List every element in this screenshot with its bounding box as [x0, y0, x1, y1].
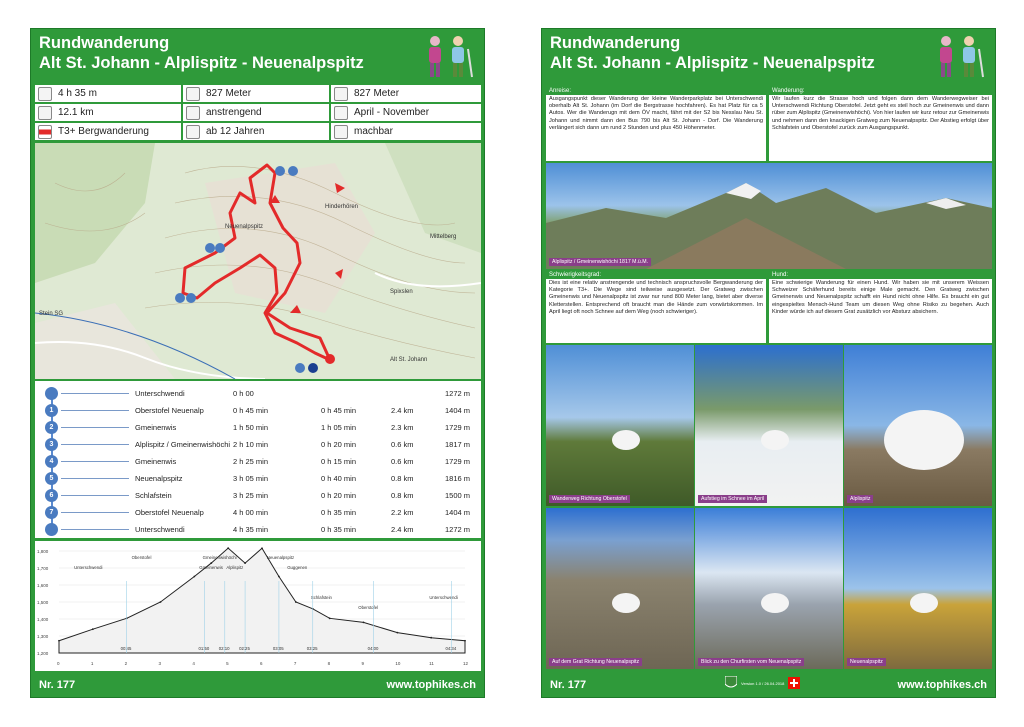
profile-annotation: Oberstofel	[358, 605, 379, 610]
dog-icon	[844, 345, 992, 506]
waypoint-name: Oberstofel Neuenalp	[135, 508, 204, 517]
waypoint-alt: 1729 m	[445, 457, 471, 466]
fact-value: anstrengend	[206, 107, 262, 118]
waypoint-dist: 2.2 km	[391, 508, 414, 517]
effort-icon	[186, 106, 200, 120]
fact-value: 827 Meter	[206, 88, 252, 99]
trail-photo	[695, 345, 843, 506]
profile-annotation: Guggenen	[287, 565, 308, 570]
x-tick-label: 2	[124, 661, 128, 666]
waypoint-alt: 1272 m	[445, 389, 471, 398]
waypoint-leg: 1 h 05 min	[321, 423, 357, 432]
dog-icon	[695, 345, 843, 506]
time-label: 03:05	[272, 646, 284, 651]
descent-icon	[334, 87, 348, 101]
waypoint-marker: 2	[45, 421, 58, 434]
elevation-area	[59, 548, 465, 653]
waypoint-dist: 0.6 km	[391, 457, 414, 466]
fact-difficulty-flag	[35, 123, 181, 140]
photo-caption: Alplispitz	[847, 495, 873, 503]
hund-text: Eine schwierige Wanderung für einen Hund. Wir haben sie mit unserem Weissen Schweizer Schäferhund bereits einige Male gemacht. Den Gratweg zwischen Gmeinenwis und Neuenalpspitz schafft ein Hund nicht ohne Hilfe. Es braucht ein gut eingespieltes Mensch-Hund Team um diesen Weg ohne Risiko zu begehen. Auch Kinder würde ich auf diesem Grat zusätzlich vor Absturz absichern.	[772, 280, 989, 315]
table-row	[35, 385, 481, 402]
waypoint-time: 0 h 00	[233, 389, 254, 398]
elevation-point	[227, 547, 229, 549]
sheet-number: Nr. 177	[550, 679, 587, 691]
y-tick-label: 1,700	[37, 566, 49, 571]
profile-annotation: Unterschwendi	[429, 595, 458, 600]
profile-annotation: Unterschwendi	[74, 565, 103, 570]
page-title	[550, 33, 875, 73]
map-label: Spixslen	[390, 289, 413, 295]
map-label: Stein SG	[39, 311, 64, 317]
waypoint-dist: 0.8 km	[391, 474, 414, 483]
photo-caption: Auf dem Grat Richtung Neuenalpspitz	[549, 658, 642, 666]
map-label: Hinderhören	[325, 204, 359, 210]
waypoint-marker: 3	[45, 438, 58, 451]
ascent-icon	[186, 87, 200, 101]
time-label: 03:25	[306, 646, 318, 651]
canton-coat-of-arms-icon	[725, 676, 737, 690]
time-label: 00:45	[120, 646, 132, 651]
waypoint-name: Alplispitz / Gmeinenwishöchi	[135, 440, 231, 449]
fact-effort	[183, 104, 329, 121]
y-tick-label: 1,600	[37, 583, 49, 588]
waypoint-alt: 1404 m	[445, 508, 471, 517]
x-tick-label: 3	[158, 661, 162, 666]
route-map	[35, 143, 481, 379]
time-label: 02:10	[218, 646, 230, 651]
elevation-profile	[35, 541, 481, 671]
waypoint-alt: 1272 m	[445, 525, 471, 534]
wanderung-box	[769, 87, 992, 161]
left-page	[30, 28, 485, 698]
waypoint-leg: 0 h 35 min	[321, 508, 357, 517]
map-graphic	[35, 143, 481, 379]
waypoint-alt: 1404 m	[445, 406, 471, 415]
table-row	[35, 453, 481, 470]
x-tick-label: 12	[463, 661, 469, 666]
waypoint-time: 3 h 05 min	[233, 474, 269, 483]
waypoint-alt: 1500 m	[445, 491, 471, 500]
fact-calendar	[331, 104, 481, 121]
waypoint-name: Neuenalpspitz	[135, 474, 183, 483]
row-leader	[61, 410, 129, 411]
row-leader	[61, 529, 129, 530]
waypoint-alt: 1817 m	[445, 440, 471, 449]
schwierigkeit-heading: Schwierigkeitsgrad:	[546, 271, 766, 279]
x-tick-label: 7	[293, 661, 297, 666]
hikers-icon	[420, 33, 478, 79]
calendar-icon	[334, 106, 348, 120]
title-line-2: Alt St. Johann - Alplispitz - Neuenalpspitz	[550, 54, 875, 72]
wanderung-text: Wir laufen kurz die Strasse hoch und folgen dann dem Wanderwegweiser bei Unterschwendi Richtung Oberstofel. Jetzt geht es steil hoch zur Gmeinenwis und dann rüber zum Alplispitz (Gmeinenwishöchi). Von hier laufen wir kurz retour zur Gmeinenwis und nehmen dann den knackigen Gratweg zum Neuenalpspitz. Der Abstieg erfolgt über Schlafstein und Oberstofel zurück zum Ausgangspunkt.	[772, 96, 989, 131]
row-leader	[61, 478, 129, 479]
fact-value: April - November	[354, 107, 430, 118]
elevation-chart	[35, 541, 481, 671]
schwierigkeit-text: Dies ist eine relativ anstrengende und technisch anspruchsvolle Bergwanderung der Kategorie T3+. Die Wege sind teilweise ausgesetzt. Der Gratweg zwischen Gmeinenwis und Neuenalpspitz ist zwar nur rund 800 Meter lang, bietet aber diverse Kletterstellen. Entsprechend oft braucht man die Hände zum vorwärtskommen. Im April liegt oft noch Schnee auf dem Weg (noch schwieriger).	[549, 280, 763, 315]
waypoint-name: Unterschwendi	[135, 389, 185, 398]
trail-photo	[546, 345, 694, 506]
table-row	[35, 504, 481, 521]
map-label: Neuenalpspitz	[225, 224, 264, 230]
profile-annotation: Alplispitz	[226, 565, 244, 570]
row-leader	[61, 444, 129, 445]
waypoint-time: 0 h 45 min	[233, 406, 269, 415]
row-leader	[61, 495, 129, 496]
dog-icon	[334, 125, 348, 139]
page-title	[39, 33, 364, 73]
profile-annotation: Neuenalpspitz	[266, 555, 295, 560]
dog-icon	[546, 345, 694, 506]
right-page	[541, 28, 996, 698]
photo-caption: Aufstieg im Schnee im April	[698, 495, 767, 503]
waypoint-name: Unterschwendi	[135, 525, 185, 534]
trail-photo	[844, 508, 992, 669]
dog-icon	[546, 508, 694, 669]
waypoint-dist: 2.3 km	[391, 423, 414, 432]
elevation-point	[430, 637, 432, 639]
photo-caption: Neuenalpspitz	[847, 658, 886, 666]
title-line-1: Rundwanderung	[550, 34, 681, 52]
row-leader	[61, 427, 129, 428]
x-tick-label: 10	[395, 661, 401, 666]
elevation-point	[464, 640, 466, 642]
row-leader	[61, 512, 129, 513]
elevation-point	[244, 562, 246, 564]
waypoint-leg: 0 h 35 min	[321, 525, 357, 534]
y-tick-label: 1,500	[37, 600, 49, 605]
profile-annotation: Oberstofel	[131, 555, 152, 560]
table-row	[35, 436, 481, 453]
y-tick-label: 1,300	[37, 634, 49, 639]
waypoint-alt: 1729 m	[445, 423, 471, 432]
footer	[31, 673, 484, 697]
x-tick-label: 9	[361, 661, 365, 666]
child-icon	[186, 125, 200, 139]
distance-icon	[38, 106, 52, 120]
x-tick-label: 0	[57, 661, 60, 666]
fact-value: 4 h 35 m	[58, 88, 97, 99]
x-tick-label: 1	[90, 661, 94, 666]
dog-icon	[695, 508, 843, 669]
map-label: Alt St. Johann	[390, 357, 428, 363]
elevation-point	[261, 547, 263, 549]
time-label: 01:50	[198, 646, 210, 651]
swiss-flag-icon	[788, 677, 800, 689]
hikers-icon	[931, 33, 989, 79]
table-row	[35, 487, 481, 504]
waypoint-marker	[45, 523, 58, 536]
time-label: 02:25	[239, 646, 250, 651]
fact-ascent	[183, 85, 329, 102]
waypoint-name: Gmeinenwis	[135, 457, 177, 466]
fact-dog	[331, 123, 481, 140]
fact-child	[183, 123, 329, 140]
waypoint-leg: 0 h 20 min	[321, 440, 357, 449]
table-row	[35, 419, 481, 436]
waypoint-time: 4 h 35 min	[233, 525, 269, 534]
fact-value: 12.1 km	[58, 107, 94, 118]
fact-value: machbar	[354, 126, 393, 137]
profile-annotation: Schlafstein	[310, 595, 332, 600]
fact-descent	[331, 85, 481, 102]
x-tick-label: 8	[327, 661, 331, 666]
anreise-heading: Anreise:	[546, 87, 766, 95]
table-row	[35, 470, 481, 487]
waypoint-marker	[45, 387, 58, 400]
y-tick-label: 1,200	[37, 651, 49, 656]
elevation-point	[295, 601, 297, 603]
profile-annotation: Gmeinenwis	[199, 565, 223, 570]
waypoint-name: Gmeinenwis	[135, 423, 177, 432]
photo-caption: Alplispitz / Gmeinenwishöchi 1817 M.ü.M.	[549, 258, 651, 266]
x-tick-label: 5	[226, 661, 229, 666]
waypoint-leg: 0 h 20 min	[321, 491, 357, 500]
anreise-box	[546, 87, 766, 161]
trail-photo	[844, 345, 992, 506]
anreise-text: Ausgangspunkt dieser Wanderung der kleine Wanderparkplatz bei Unterschwendi oberhalb Alt St. Johann (im Dorf die Bergstrasse hochfahren). Es hat Platz für ca 5 Autos. Wer die Wanderugn mit dem ÖV macht, fährt mit der S2 bis Nesslau Neu St. Johann und nimmt dann den Bus 790 bis Alt St. Johann - Dorf. Die Wanderung verlängert sich dann um rund 2 Stunden und plus 450 Höhenmeter.	[549, 96, 763, 131]
elevation-point	[329, 617, 331, 619]
elevation-point	[278, 576, 280, 578]
waypoint-marker: 1	[45, 404, 58, 417]
waypoint-time: 4 h 00 min	[233, 508, 269, 517]
wanderung-heading: Wanderung:	[769, 87, 992, 95]
row-leader	[61, 461, 129, 462]
waypoint-dist: 0.8 km	[391, 491, 414, 500]
website-link[interactable]: www.tophikes.ch	[897, 679, 987, 691]
fact-value: ab 12 Jahren	[206, 126, 265, 137]
elevation-point	[92, 628, 94, 630]
waypoint-name: Oberstofel Neuenalp	[135, 406, 204, 415]
hund-box	[769, 271, 992, 343]
elevation-point	[396, 632, 398, 634]
elevation-point	[58, 640, 60, 642]
x-tick-label: 11	[429, 661, 434, 666]
version-text: Version 1.0 / 26.04.2018	[741, 680, 785, 686]
elevation-point	[363, 622, 365, 624]
map-label: Mittelberg	[430, 234, 457, 240]
waypoint-alt: 1816 m	[445, 474, 471, 483]
waypoint-marker: 5	[45, 472, 58, 485]
clock-icon	[38, 87, 52, 101]
waypoint-dist: 0.6 km	[391, 440, 414, 449]
y-tick-label: 1,800	[37, 549, 49, 554]
photo-caption: Blick zu den Churfirsten vom Neuenalpspitz	[698, 658, 804, 666]
time-label: 04:34	[445, 646, 457, 651]
row-leader	[61, 393, 129, 394]
elevation-point	[210, 562, 212, 564]
waypoint-time: 2 h 10 min	[233, 440, 269, 449]
schwierigkeit-box	[546, 271, 766, 343]
profile-annotation: Gmeinenwishöchi	[202, 555, 237, 560]
fact-value: T3+ Bergwanderung	[58, 126, 149, 137]
waypoint-time: 1 h 50 min	[233, 423, 269, 432]
waypoint-leg: 0 h 40 min	[321, 474, 357, 483]
waypoint-leg: 0 h 15 min	[321, 457, 357, 466]
fact-value: 827 Meter	[354, 88, 400, 99]
waypoint-time: 2 h 25 min	[233, 457, 269, 466]
waypoint-name: Schlafstein	[135, 491, 172, 500]
time-label: 04:00	[367, 646, 379, 651]
waypoint-dist: 2.4 km	[391, 525, 414, 534]
elevation-point	[160, 601, 162, 603]
fact-distance	[35, 104, 181, 121]
x-tick-label: 6	[260, 661, 263, 666]
footer-center	[725, 676, 800, 690]
panorama-photo	[546, 163, 992, 269]
waypoint-time: 3 h 25 min	[233, 491, 269, 500]
fact-clock	[35, 85, 181, 102]
elevation-point	[193, 576, 195, 578]
sheet-number: Nr. 177	[39, 679, 76, 691]
waypoint-leg: 0 h 45 min	[321, 406, 357, 415]
trail-photo	[695, 508, 843, 669]
waypoint-marker: 6	[45, 489, 58, 502]
table-row	[35, 402, 481, 419]
photo-caption: Wanderweg Richtung Oberstofel	[549, 495, 630, 503]
waypoint-marker: 4	[45, 455, 58, 468]
waypoint-table	[35, 381, 481, 538]
waypoint-marker: 7	[45, 506, 58, 519]
table-row	[35, 521, 481, 538]
y-tick-label: 1,400	[37, 617, 49, 622]
trail-photo	[546, 508, 694, 669]
website-link[interactable]: www.tophikes.ch	[386, 679, 476, 691]
dog-icon	[844, 508, 992, 669]
title-line-2: Alt St. Johann - Alplispitz - Neuenalpspitz	[39, 54, 364, 72]
x-tick-label: 4	[192, 661, 195, 666]
hund-heading: Hund:	[769, 271, 992, 279]
waypoint-dist: 2.4 km	[391, 406, 414, 415]
panorama-graphic	[546, 163, 992, 269]
footer	[542, 673, 995, 697]
title-line-1: Rundwanderung	[39, 34, 170, 52]
difficulty-flag-icon	[38, 125, 52, 139]
